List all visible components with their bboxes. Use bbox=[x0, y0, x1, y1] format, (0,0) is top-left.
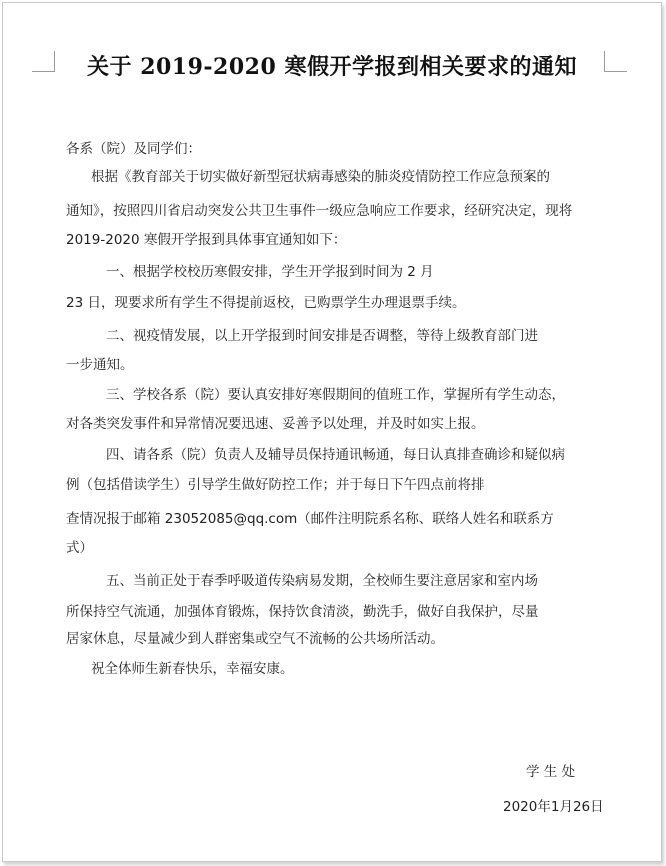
salutation: 各系（院）及同学们： bbox=[66, 141, 201, 157]
document-page bbox=[2, 2, 662, 862]
paragraph-line: 式） bbox=[66, 540, 93, 556]
paragraph-line: 对各类突发事件和异常情况要迅速、妥善予以处理，并及时如实上报。 bbox=[66, 416, 485, 432]
paragraph-line: 一步通知。 bbox=[66, 357, 134, 373]
paragraph-line: 三、学校各系（院）要认真安排好寒假期间的值班工作，掌握所有学生动态， bbox=[106, 387, 565, 403]
document-title: 关于 2019-2020 寒假开学报到相关要求的通知 bbox=[87, 54, 577, 80]
paragraph-line: 居家休息，尽量减少到人群密集或空气不流畅的公共场所活动。 bbox=[66, 631, 444, 647]
paragraph-line: 根据《教育部关于切实做好新型冠状病毒感染的肺炎疫情防控工作应急预案的 bbox=[91, 169, 550, 185]
paragraph-line: 查情况报于邮箱 23052085@qq.com（邮件注明院系名称、联络人姓名和联系方 bbox=[66, 511, 554, 527]
paragraph-line: 所保持空气流通，加强体育锻炼，保持饮食清淡，勤洗手，做好自我保护，尽量 bbox=[66, 604, 539, 620]
paragraph-line: 例（包括借读学生）引导学生做好防控工作；并于每日下午四点前将排 bbox=[66, 477, 485, 493]
paragraph-line: 通知》，按照四川省启动突发公共卫生事件一级应急响应工作要求，经研究决定，现将 bbox=[66, 203, 573, 219]
closing-wish: 祝全体师生新春快乐，幸福安康。 bbox=[91, 661, 294, 677]
paragraph-line: 四、请各系（院）负责人及辅导员保持通讯畅通，每日认真排查确诊和疑似病 bbox=[106, 447, 565, 463]
paragraph-line: 一、根据学校校历寒假安排，学生开学报到时间为 2 月 bbox=[106, 264, 434, 280]
issue-date: 2020年1月26日 bbox=[503, 799, 604, 815]
signature: 学 生 处 bbox=[526, 764, 576, 780]
paragraph-line: 23 日，现要求所有学生不得提前返校，已购票学生办理退票手续。 bbox=[66, 295, 466, 311]
paragraph-line: 二、视疫情发展，以上开学报到时间安排是否调整，等待上级教育部门进 bbox=[106, 328, 538, 344]
paragraph-line: 2019-2020 寒假开学报到具体事宜通知如下： bbox=[66, 232, 347, 248]
paragraph-line: 五、当前正处于春季呼吸道传染病易发期，全校师生要注意居家和室内场 bbox=[106, 573, 538, 589]
